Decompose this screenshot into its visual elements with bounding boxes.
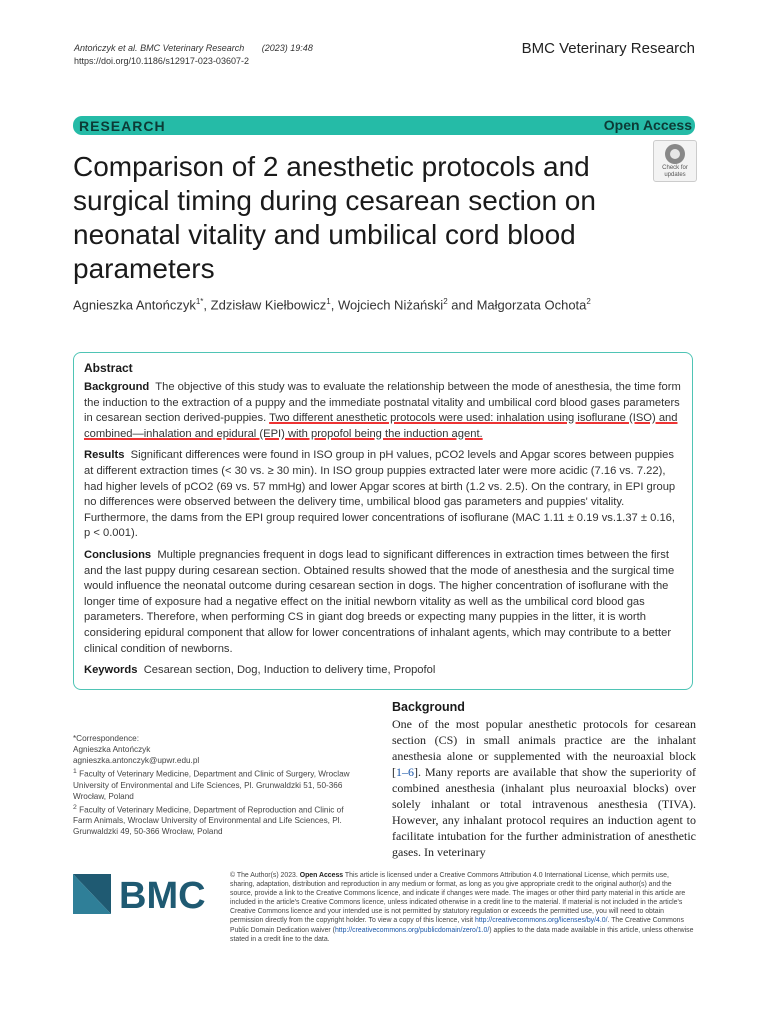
correspondence-name: Agnieszka Antończyk: [73, 745, 151, 754]
abstract-box: [73, 352, 693, 690]
author-list: [73, 297, 591, 312]
author-affiliation: 1*: [195, 297, 204, 306]
affiliation-1: [73, 766, 363, 802]
background-highlighted-text: Two different anesthetic protocols were used: inhalation using isoflurane (ISO) and combined—inhalation and epidural (EPI) with propofol being the induction agent.: [84, 412, 678, 440]
author-name[interactable]: Agnieszka Antończyk: [73, 297, 196, 313]
author-name[interactable]: Wojciech Niżański: [337, 297, 444, 313]
license-body: ) applies to the data made available in this article, unless otherwise stated in a credit line to the data.: [230, 926, 694, 943]
affiliation-text: Faculty of Veterinary Medicine, Department of Reproduction and Clinic of Farm Animals, Wroclaw University of Environmental and Life Sciences, Pl. Grunwaldzki 49, 50-366 Wrocław, Poland: [73, 805, 344, 837]
abstract-heading: Abstract: [84, 361, 133, 375]
journal-name: BMC Veterinary Research: [521, 40, 695, 57]
affiliation-number: 2: [73, 803, 77, 811]
abstract-results: [84, 448, 682, 542]
doi-link[interactable]: https://doi.org/10.1186/s12917-023-03607-2: [74, 56, 249, 66]
results-text: Significant differences were found in ISO group in pH values, pCO2 levels and Apgar scores between puppies at different extraction times (< 30 vs. ≥ 30 min). In ISO group puppies extracted later were more acidic (7.16 vs. 7.22), had higher levels of pCO2 (69 vs. 57 mmHg) and lower Apgar scores at birth (1.2 vs. 2.5). On the contrary, in EPI group no differences were observed between the delivery time, umbilical blood gas parameters and puppies' vitality. Furthermore, the dams from the EPI group required lower concentrations of isoflurane (MAC 1.11 ± 0.19 vs.1.37 ± 0.16, p < 0.001).: [84, 449, 676, 540]
background-label: Background: [84, 381, 150, 393]
section-label: RESEARCH: [79, 118, 166, 134]
keywords-label: Keywords: [84, 664, 138, 677]
reference-link[interactable]: 1–6: [396, 765, 414, 779]
abstract-background: [84, 380, 682, 442]
license-body: . The Creative Commons Public Domain Dedication waiver (: [230, 917, 684, 934]
license-open-access: Open Access: [299, 872, 344, 879]
license-copyright: © The Author(s) 2023.: [230, 872, 298, 879]
footnotes: [73, 733, 363, 837]
logo-text: BMC: [119, 875, 206, 916]
license-body: This article is licensed under a Creative Commons Attribution 4.0 International License, which permits use, sharing, adaptation, distribution and reproduction in any medium or format, as long as you give appropriate credit to the original author(s) and the source, provide a link to the Creative Commons licence, and indicate if changes were made. The images or other third party material in this article are included in the article's Creative Commons licence, unless indicated otherwise in a credit line to the material. If material is not included in the article's Creative Commons licence and your intended use is not permitted by statutory regulation or exceeds the permitted use, you will need to obtain permission directly from the copyright holder. To view a copy of this licence, visit: [230, 872, 686, 925]
check-for-updates-badge[interactable]: [653, 140, 697, 182]
author-name[interactable]: Małgorzata Ochota: [476, 297, 587, 313]
body-heading: Background: [392, 700, 465, 714]
abstract-keywords: [84, 663, 682, 679]
abstract-conclusions: [84, 548, 682, 657]
license-text: [230, 871, 695, 944]
author-name[interactable]: Zdzisław Kiełbowicz: [210, 297, 327, 313]
author-sep: ,: [330, 297, 338, 313]
open-access-label: Open Access: [603, 117, 692, 133]
article-title: Comparison of 2 anesthetic protocols and surgical timing during cesarean section on neonatal vitality and umbilical cord blood parameters: [73, 151, 596, 284]
update-icon: [665, 144, 685, 164]
author-affiliation: 2: [443, 297, 448, 306]
citation-header: [74, 42, 313, 68]
keywords-text: Cesarean section, Dog, Induction to delivery time, Propofol: [143, 664, 436, 677]
affiliation-text: Faculty of Veterinary Medicine, Department and Clinic of Surgery, Wroclaw University of Environmental and Life Sciences, Pl. Grunwaldzki 51, 50-366 Wrocław, Poland: [73, 769, 350, 801]
author-sep: and: [447, 297, 477, 313]
author-sep: ,: [203, 297, 211, 313]
author-affiliation: 2: [586, 297, 591, 306]
body-paragraph: [392, 716, 696, 860]
cite-journal: BMC Veterinary Research: [140, 43, 245, 53]
conclusions-label: Conclusions: [84, 548, 152, 561]
body-text: One of the most popular anesthetic protocols for cesarean section (CS) in small animals practice are the inhalant anesthesia alone or supplemented with the neuroaxial block [: [392, 717, 696, 779]
conclusions-text: Multiple pregnancies frequent in dogs lead to significant differences in extraction times between the first and the last puppy during cesarean section. Obtained results showed that the mode of anesthesia and the surgical time would influence the neonatal outcome during cesarean section in dogs. The higher concentration of isoflurane with the longer time of exposure had a negative effect on the initial newborn vitality as well as the umbilical cord blood gas parameters. Therefore, when performing CS in giant dog breeds or expecting many puppies in the litter, it is worth considering epidural component that allow for lower concentrations of inhalant agents, which may contribute to a better clinical condition of newborns.: [84, 548, 675, 655]
correspondence-label: *Correspondence:: [73, 734, 139, 743]
check-updates-line1: Check for: [662, 165, 688, 171]
cite-authors: Antończyk et al.: [74, 43, 138, 53]
body-text: ]. Many reports are available that show the superiority of combined anesthesia (inhalant plus neuroaxial blocks) over solely inhalant or total intravenous anesthesia (TIVA). However, any inhalant protocol requires an induction agent to facilitate intubation for the further administration of anesthetic gases. In veterinary: [392, 765, 696, 859]
license-link-cc-zero[interactable]: http://creativecommons.org/publicdomain/zero/1.0/: [334, 926, 490, 934]
correspondence-email[interactable]: agnieszka.antonczyk@upwr.edu.pl: [73, 756, 200, 765]
license-link-cc-by[interactable]: http://creativecommons.org/licenses/by/4.0/: [474, 917, 608, 925]
author-affiliation: 1: [326, 297, 331, 306]
check-updates-line2: updates: [664, 172, 686, 178]
affiliation-2: [73, 802, 363, 838]
background-text: The objective of this study was to evaluate the relationship between the mode of anesthesia, the time form the induction to the extraction of a puppy and the immediate postnatal vitality and umbilical cord blood gases parameters in cesarean section derived-puppies.: [84, 381, 681, 425]
cite-year: (2023) 19:48: [261, 43, 313, 53]
affiliation-number: 1: [73, 768, 77, 775]
results-label: Results: [84, 449, 125, 462]
bmc-logo: [73, 872, 223, 916]
section-band: [73, 116, 695, 135]
